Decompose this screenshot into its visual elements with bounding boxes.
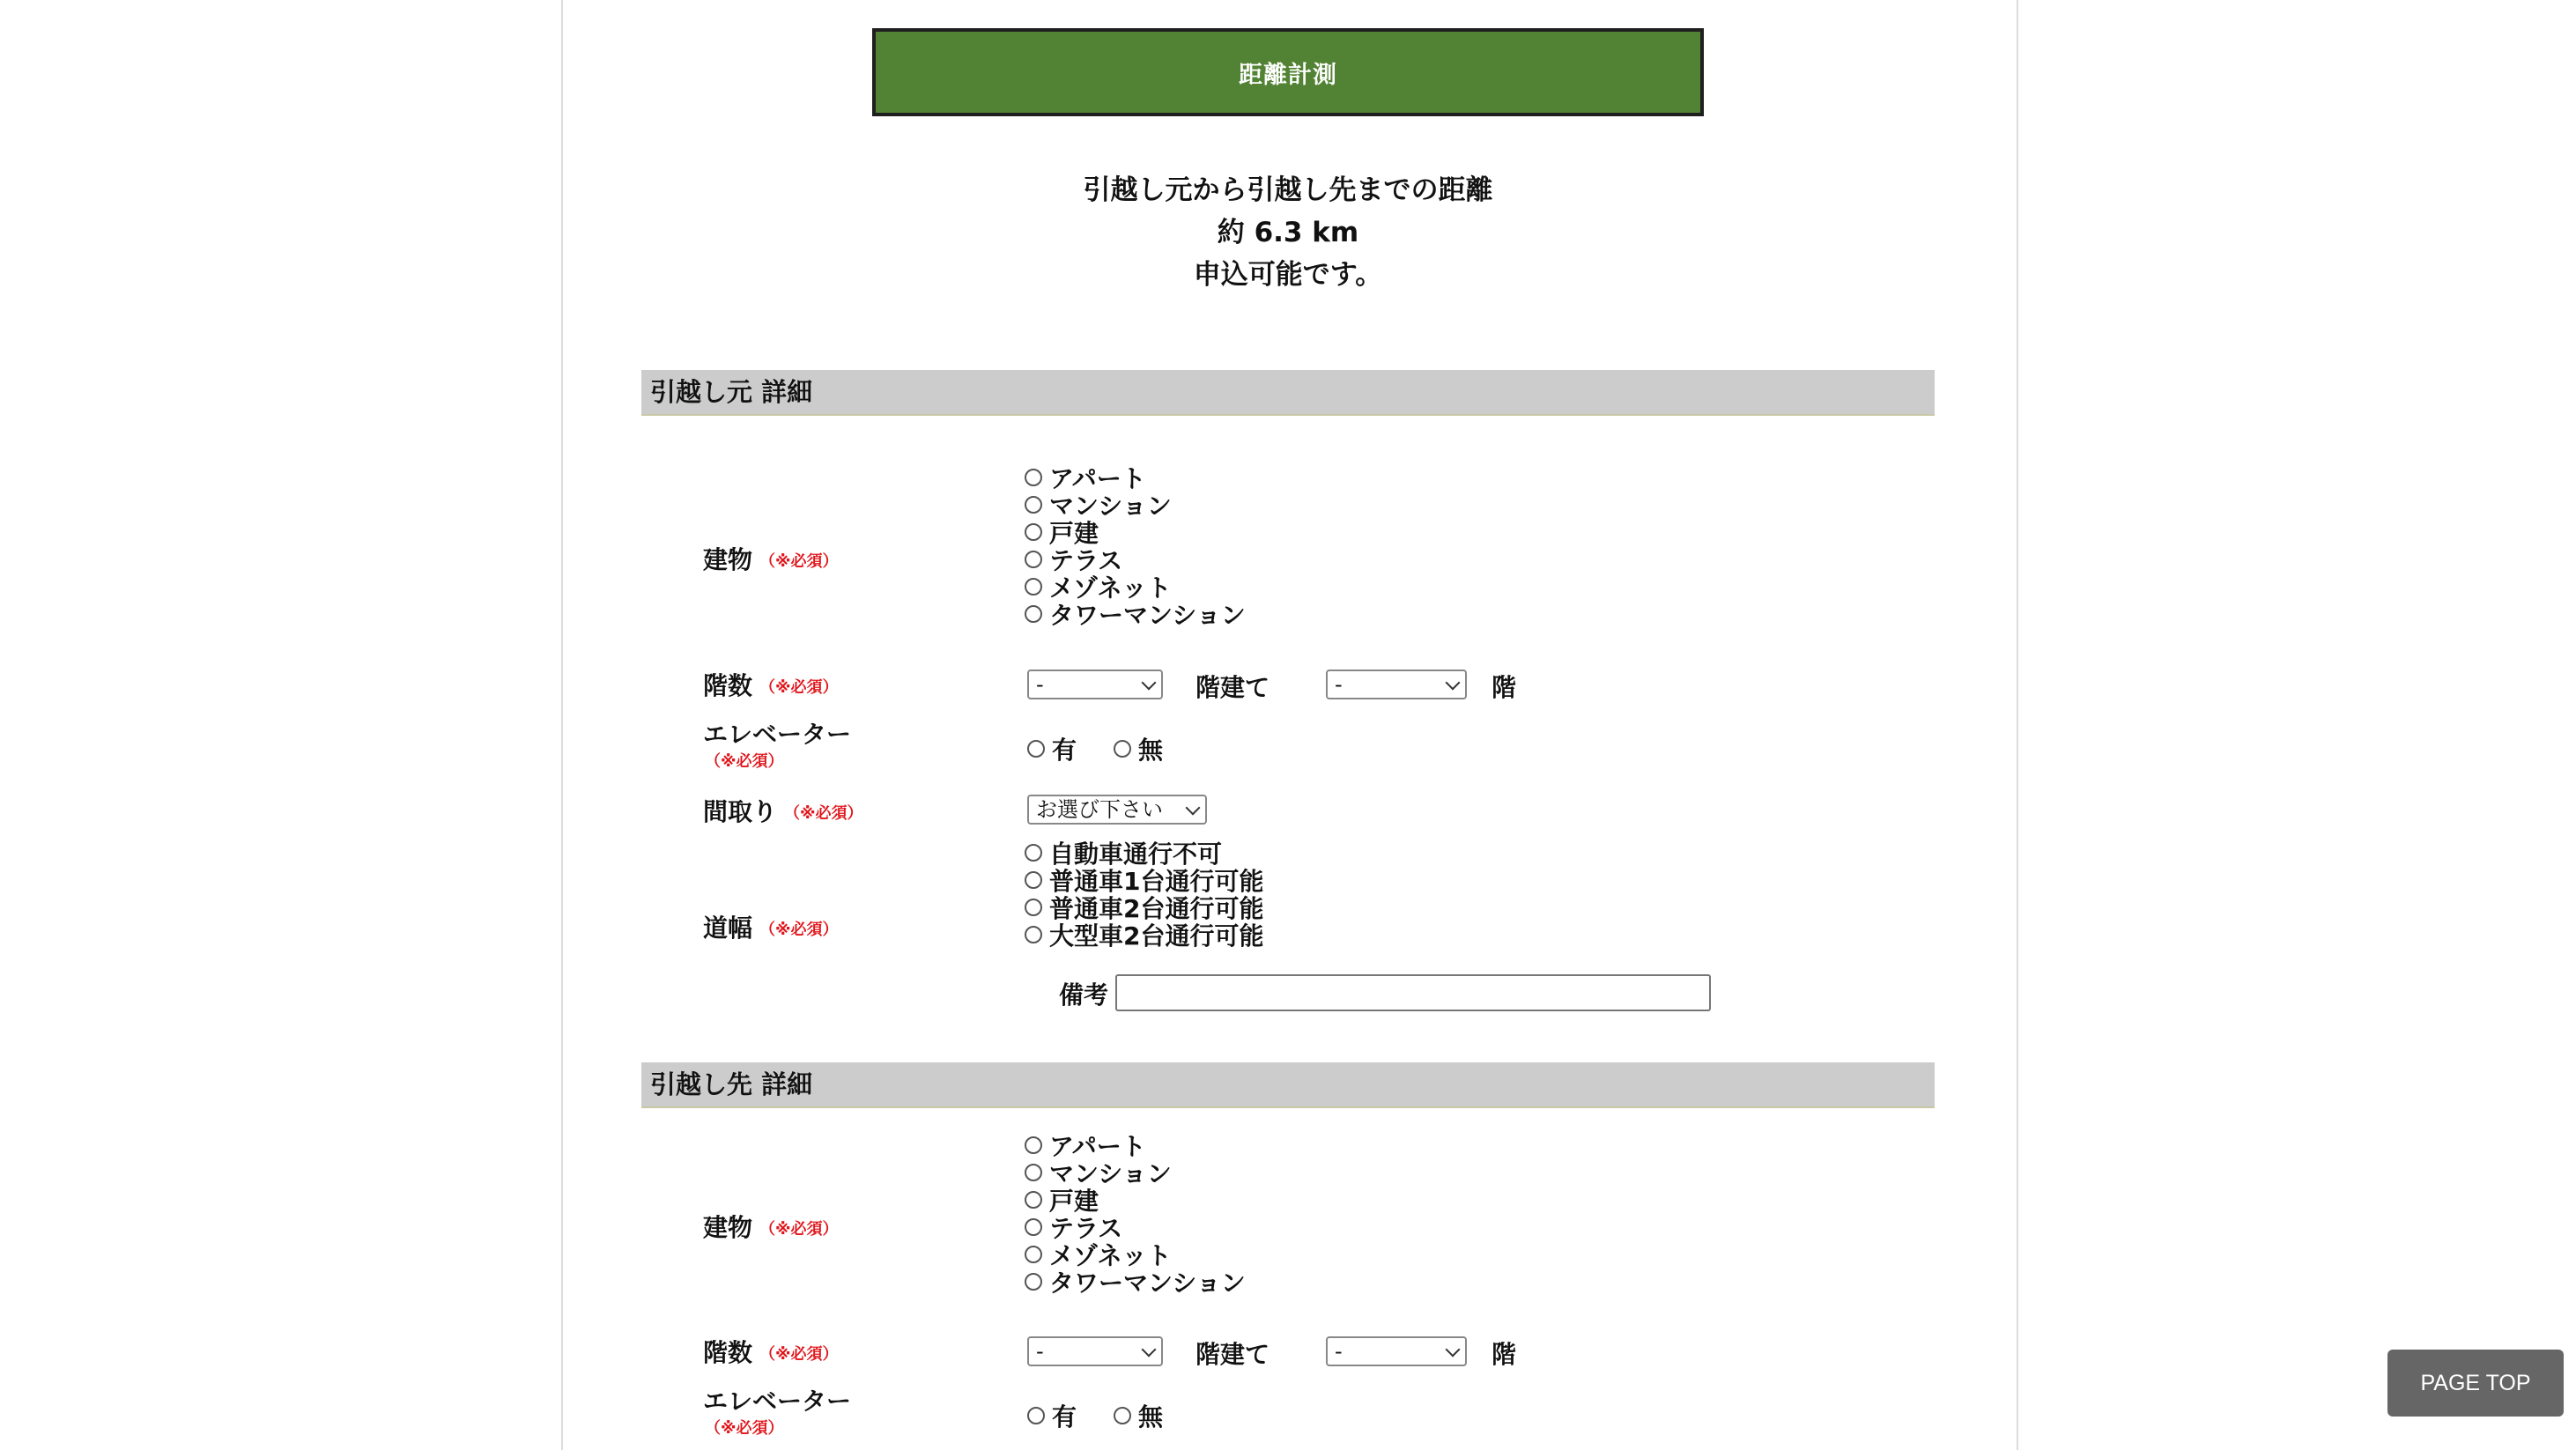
radio-button[interactable] bbox=[1025, 1164, 1042, 1181]
distance-value: 約 6.3 km bbox=[1217, 217, 1359, 248]
origin-notes-label: 備考 bbox=[1059, 980, 1109, 1010]
destination-floor-text: 階 bbox=[1492, 1340, 1517, 1369]
availability-message: 申込可能です。 bbox=[1193, 259, 1383, 291]
radio-button[interactable] bbox=[1114, 1407, 1131, 1424]
radio-button[interactable] bbox=[1025, 1273, 1042, 1291]
origin-floor-text: 階 bbox=[1492, 673, 1517, 702]
destination-floors-select[interactable]: - bbox=[1027, 1336, 1163, 1366]
radio-button[interactable] bbox=[1025, 844, 1042, 862]
origin-building-option[interactable]: タワーマンション bbox=[1025, 600, 1246, 627]
destination-building-options bbox=[1025, 1131, 1246, 1298]
origin-floors-select[interactable]: - bbox=[1027, 670, 1163, 699]
required-mark: （※必須） bbox=[705, 1419, 784, 1438]
destination-building-option[interactable]: テラス bbox=[1025, 1213, 1246, 1240]
radio-button[interactable] bbox=[1025, 1191, 1042, 1209]
origin-section-heading: 引越し元 詳細 bbox=[641, 370, 1935, 416]
origin-road-option[interactable]: 自動車通行不可 bbox=[1025, 839, 1263, 866]
radio-button[interactable] bbox=[1025, 523, 1042, 541]
origin-layout-label: 間取り （※必須） bbox=[703, 797, 863, 826]
origin-elevator-label: エレベーター bbox=[703, 720, 852, 749]
radio-button[interactable] bbox=[1025, 1246, 1042, 1263]
page-title-bar bbox=[872, 28, 1704, 116]
origin-road-option[interactable]: 普通車2台通行可能 bbox=[1025, 893, 1263, 921]
radio-button[interactable] bbox=[1025, 899, 1042, 916]
chevron-down-icon bbox=[1446, 676, 1461, 691]
chevron-down-icon bbox=[1142, 1343, 1157, 1358]
origin-road-option[interactable]: 大型車2台通行可能 bbox=[1025, 921, 1263, 948]
required-mark: （※必須） bbox=[759, 678, 839, 697]
required-mark: （※必須） bbox=[759, 1345, 839, 1364]
radio-button[interactable] bbox=[1025, 926, 1042, 943]
origin-layout-select[interactable]: お選び下さい bbox=[1027, 795, 1207, 825]
chevron-down-icon bbox=[1142, 676, 1157, 691]
destination-elevator-no[interactable]: 無 bbox=[1114, 1398, 1163, 1433]
origin-building-options bbox=[1025, 463, 1246, 630]
distance-caption: 引越し元から引越し先までの距離 bbox=[1083, 174, 1493, 206]
destination-floors-label: 階数 （※必須） bbox=[703, 1338, 839, 1367]
radio-button[interactable] bbox=[1025, 469, 1042, 486]
radio-button[interactable] bbox=[1025, 496, 1042, 514]
required-mark: （※必須） bbox=[705, 752, 784, 771]
radio-button[interactable] bbox=[1027, 740, 1045, 758]
required-mark: （※必須） bbox=[759, 921, 839, 939]
destination-building-option[interactable]: タワーマンション bbox=[1025, 1268, 1246, 1295]
radio-button[interactable] bbox=[1114, 740, 1131, 758]
required-mark: （※必須） bbox=[759, 1220, 839, 1239]
origin-elevator-yes[interactable]: 有 bbox=[1027, 731, 1077, 766]
destination-elevator-label: エレベーター bbox=[703, 1387, 852, 1416]
destination-building-option[interactable]: メゾネット bbox=[1025, 1240, 1246, 1268]
required-mark: （※必須） bbox=[759, 552, 839, 571]
radio-button[interactable] bbox=[1025, 605, 1042, 623]
destination-building-option[interactable]: 戸建 bbox=[1025, 1186, 1246, 1213]
origin-building-option[interactable]: アパート bbox=[1025, 463, 1246, 491]
origin-building-label: 建物 （※必須） bbox=[703, 545, 839, 574]
radio-button[interactable] bbox=[1025, 551, 1042, 568]
origin-building-option[interactable]: メゾネット bbox=[1025, 573, 1246, 600]
destination-elevator-yes[interactable]: 有 bbox=[1027, 1398, 1077, 1433]
radio-button[interactable] bbox=[1025, 1218, 1042, 1236]
origin-road-label: 道幅 （※必須） bbox=[703, 914, 839, 943]
origin-building-option[interactable]: 戸建 bbox=[1025, 518, 1246, 545]
radio-button[interactable] bbox=[1025, 871, 1042, 889]
required-mark: （※必須） bbox=[784, 804, 863, 823]
page-title: 距離計測 bbox=[1239, 61, 1337, 89]
origin-road-option[interactable]: 普通車1台通行可能 bbox=[1025, 866, 1263, 893]
destination-building-option[interactable]: マンション bbox=[1025, 1158, 1246, 1186]
radio-button[interactable] bbox=[1027, 1407, 1045, 1424]
origin-floors-label: 階数 （※必須） bbox=[703, 671, 839, 700]
origin-elevator-no[interactable]: 無 bbox=[1114, 731, 1163, 766]
destination-building-label: 建物 （※必須） bbox=[703, 1213, 839, 1242]
chevron-down-icon bbox=[1186, 801, 1201, 816]
origin-building-option[interactable]: テラス bbox=[1025, 545, 1246, 573]
page-top-button[interactable]: PAGE TOP bbox=[2387, 1350, 2564, 1417]
radio-button[interactable] bbox=[1025, 1136, 1042, 1154]
origin-floors-building-text: 階建て bbox=[1195, 673, 1270, 702]
destination-floors-building-text: 階建て bbox=[1195, 1340, 1270, 1369]
chevron-down-icon bbox=[1446, 1343, 1461, 1358]
origin-road-options bbox=[1025, 839, 1264, 951]
origin-notes-input[interactable] bbox=[1115, 974, 1711, 1011]
destination-floor-select[interactable]: - bbox=[1326, 1336, 1467, 1366]
destination-building-option[interactable]: アパート bbox=[1025, 1131, 1246, 1158]
destination-section-heading: 引越し先 詳細 bbox=[641, 1062, 1935, 1108]
origin-building-option[interactable]: マンション bbox=[1025, 491, 1246, 518]
radio-button[interactable] bbox=[1025, 578, 1042, 596]
origin-floor-select[interactable]: - bbox=[1326, 670, 1467, 699]
